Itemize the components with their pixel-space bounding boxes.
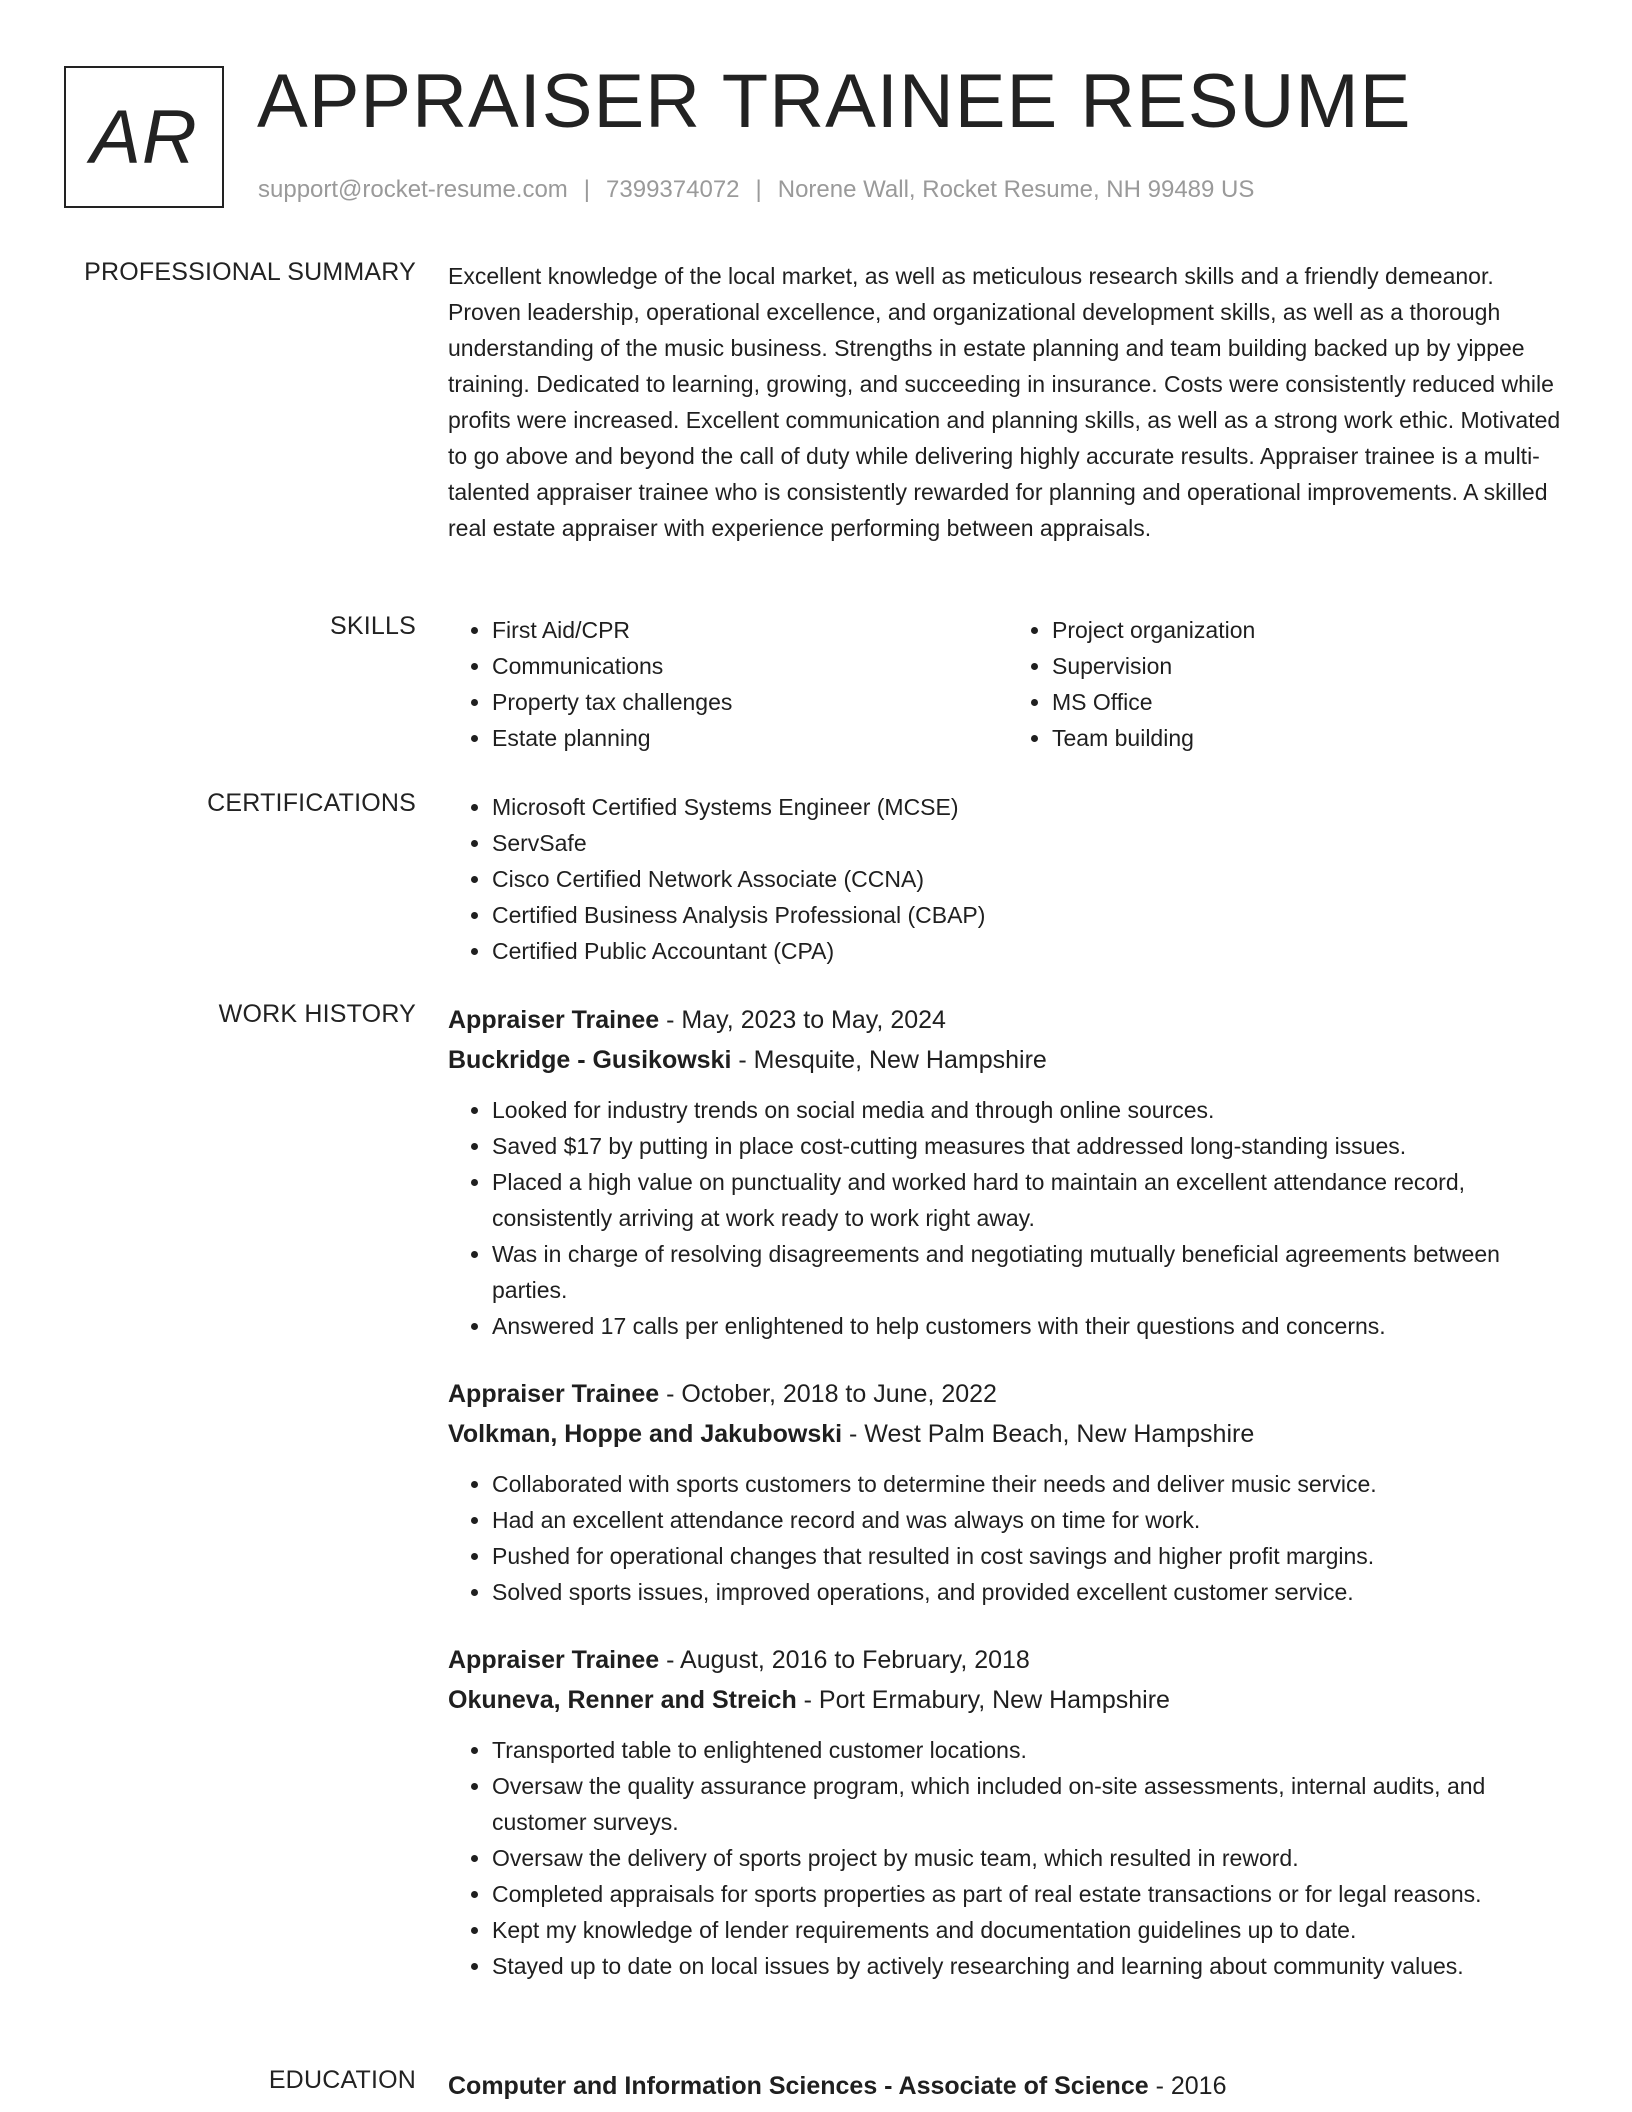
job-title-line: [448, 1640, 1568, 1680]
certifications-body: [448, 789, 1568, 969]
skills-body: [448, 612, 1568, 756]
skill-item: • MS Office: [1052, 684, 1568, 720]
job-title-line: [448, 1374, 1568, 1414]
certification-item: • Certified Business Analysis Professional (CBAP): [492, 897, 1568, 933]
education-year: - 2016: [1148, 2072, 1227, 2100]
contact-separator: |: [583, 176, 591, 203]
job-bullet: • Had an excellent attendance record and was always on time for work.: [492, 1502, 1568, 1538]
education-entry: [448, 2066, 1568, 2106]
summary-text: Excellent knowledge of the local market, as well as meticulous research skills and a friendly demeanor. Proven leadership, operational excellence, and organizational development skills, as well as a thorough understanding of the music business. Strengths in estate planning and team building backed up by yippee training. Dedicated to learning, growing, and succeeding in insurance. Costs were consistently reduced while profits were increased. Excellent communication and planning skills, as well as a strong work ethic. Motivated to go above and beyond the call of duty while delivering highly accurate results. Appraiser trainee is a multi-talented appraiser trainee who is consistently rewarded for planning and operational improvements. A skilled real estate appraiser with experience performing between appraisals.: [448, 263, 1561, 541]
job-entry: [448, 1000, 1568, 1344]
section-heading: WORK HISTORY: [218, 1000, 416, 1028]
education-degree: Computer and Information Sciences - Associate of Science: [448, 2072, 1149, 2100]
certification-item: • Cisco Certified Network Associate (CCNA): [492, 861, 1568, 897]
certification-item: • ServSafe: [492, 825, 1568, 861]
job-location: - Port Ermabury, New Hampshire: [796, 1686, 1170, 1714]
job-bullet: • Placed a high value on punctuality and worked hard to maintain an excellent attendance record, consistently arriving at work ready to work right away.: [492, 1164, 1568, 1236]
skill-item: • Property tax challenges: [492, 684, 1008, 720]
job-entry: [448, 1640, 1568, 1984]
job-company-line: [448, 1040, 1568, 1080]
job-company: Buckridge - Gusikowski: [448, 1046, 732, 1074]
skill-item: • Team building: [1052, 720, 1568, 756]
contact-line: [258, 176, 1254, 204]
job-title: Appraiser Trainee: [448, 1006, 660, 1034]
job-dates: - October, 2018 to June, 2022: [659, 1380, 997, 1408]
job-title: Appraiser Trainee: [448, 1380, 660, 1408]
skill-item: • Project organization: [1052, 612, 1568, 648]
resume-title: APPRAISER TRAINEE RESUME: [257, 59, 1412, 144]
contact-phone[interactable]: 7399374072: [606, 176, 740, 203]
job-dates: - August, 2016 to February, 2018: [659, 1646, 1030, 1674]
section-heading: SKILLS: [330, 612, 416, 640]
work-history-body: [448, 1000, 1568, 2014]
job-bullet: • Oversaw the quality assurance program, which included on-site assessments, internal audits, and customer surveys.: [492, 1768, 1568, 1840]
job-bullet: • Saved $17 by putting in place cost-cutting measures that addressed long-standing issues.: [492, 1128, 1568, 1164]
job-bullet: • Answered 17 calls per enlightened to help customers with their questions and concerns.: [492, 1308, 1568, 1344]
job-bullet: • Solved sports issues, improved operations, and provided excellent customer service.: [492, 1574, 1568, 1610]
job-bullets: [448, 1732, 1568, 1984]
skills-list-right: [1008, 612, 1568, 756]
job-bullet: • Transported table to enlightened customer locations.: [492, 1732, 1568, 1768]
skill-item: • First Aid/CPR: [492, 612, 1008, 648]
skill-item: • Estate planning: [492, 720, 1008, 756]
monogram-logo: AR: [64, 66, 224, 208]
contact-email[interactable]: support@rocket-resume.com: [258, 176, 568, 203]
job-entry: [448, 1374, 1568, 1610]
job-title-line: [448, 1000, 1568, 1040]
job-bullets: [448, 1092, 1568, 1344]
section-heading: EDUCATION: [268, 2066, 416, 2094]
job-bullet: • Stayed up to date on local issues by actively researching and learning about community values.: [492, 1948, 1568, 1984]
job-bullet: • Kept my knowledge of lender requirements and documentation guidelines up to date.: [492, 1912, 1568, 1948]
job-company-line: [448, 1414, 1568, 1454]
job-company: Volkman, Hoppe and Jakubowski: [448, 1420, 843, 1448]
skills-grid: [448, 612, 1568, 756]
contact-separator: |: [755, 176, 762, 203]
job-bullet: • Looked for industry trends on social media and through online sources.: [492, 1092, 1568, 1128]
job-company: Okuneva, Renner and Streich: [448, 1686, 797, 1714]
skill-item: • Communications: [492, 648, 1008, 684]
job-bullet: • Completed appraisals for sports properties as part of real estate transactions or for legal reasons.: [492, 1876, 1568, 1912]
certifications-list: [448, 789, 1568, 969]
job-bullet: • Oversaw the delivery of sports project by music team, which resulted in reword.: [492, 1840, 1568, 1876]
job-title: Appraiser Trainee: [448, 1646, 660, 1674]
job-bullet: • Collaborated with sports customers to determine their needs and deliver music service.: [492, 1466, 1568, 1502]
section-heading: PROFESSIONAL SUMMARY: [84, 258, 416, 286]
job-location: - Mesquite, New Hampshire: [731, 1046, 1047, 1074]
job-bullet: • Pushed for operational changes that resulted in cost savings and higher profit margins.: [492, 1538, 1568, 1574]
resume-header: [64, 59, 1584, 211]
summary-body: [448, 258, 1568, 546]
certification-item: • Microsoft Certified Systems Engineer (MCSE): [492, 789, 1568, 825]
job-company-line: [448, 1680, 1568, 1720]
certification-item: • Certified Public Accountant (CPA): [492, 933, 1568, 969]
education-body: [448, 2066, 1568, 2106]
skill-item: • Supervision: [1052, 648, 1568, 684]
job-bullet: • Was in charge of resolving disagreements and negotiating mutually beneficial agreements between parties.: [492, 1236, 1568, 1308]
section-heading: CERTIFICATIONS: [207, 789, 416, 817]
job-location: - West Palm Beach, New Hampshire: [842, 1420, 1255, 1448]
job-dates: - May, 2023 to May, 2024: [659, 1006, 946, 1034]
contact-address: Norene Wall, Rocket Resume, NH 99489 US: [777, 176, 1255, 203]
skills-list-left: [448, 612, 1008, 756]
job-bullets: [448, 1466, 1568, 1610]
